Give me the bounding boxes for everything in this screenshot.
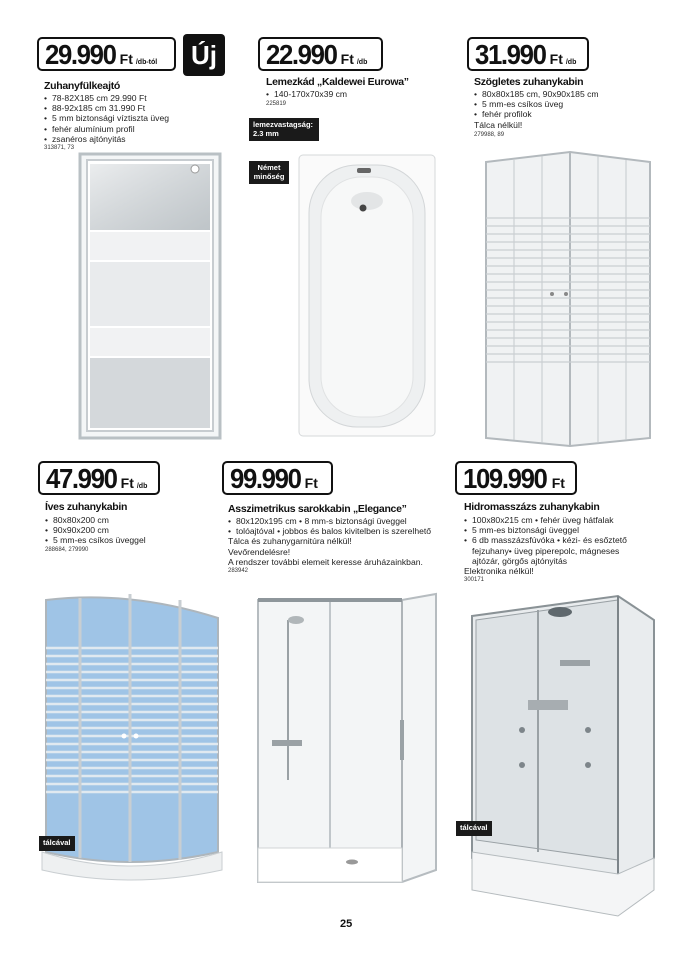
thickness-tag: lemezvastagság: 2.3 mm (249, 118, 319, 141)
tray-tag: tálcával (39, 836, 75, 851)
price-currency: Ft (549, 51, 563, 67)
product-title-door: Zuhanyfülkeajtó (44, 80, 121, 92)
product-code-curved-cabin: 288684, 279990 (45, 547, 89, 553)
price-value: 31.990 (475, 39, 546, 70)
price-currency: Ft (551, 475, 565, 491)
price-unit: /db-tól (135, 59, 158, 66)
product-title-square-cabin: Szögletes zuhanykabin (474, 76, 584, 88)
price-box-hydro-cabin (455, 461, 577, 495)
product-code-corner-cabin: 283942 (228, 568, 249, 574)
shower-door-image (78, 152, 222, 440)
price-value: 22.990 (266, 39, 337, 70)
price-currency: Ft (304, 475, 318, 491)
new-badge: Új (183, 34, 225, 76)
product-code-door: 313871, 73 (44, 145, 75, 151)
product-title-corner-cabin: Asszimetrikus sarokkabin „Elegance” (228, 503, 407, 515)
product-details-door: • 78-82X185 cm 29.990 Ft • 88-92x185 cm 31.990 Ft • 5 mm biztonsági víztiszta üveg • fehér alumínium profil • zsanéros ajtónyitás (44, 93, 169, 144)
product-code-bathtub: 225819 (266, 101, 287, 107)
square-cabin-image (482, 148, 654, 448)
price-box-door (37, 37, 176, 71)
product-title-bathtub: Lemezkád „Kaldewei Eurowa” (266, 76, 409, 88)
tray-tag: tálcával (456, 821, 492, 836)
price-box-curved-cabin (38, 461, 160, 495)
price-value: 29.990 (45, 39, 116, 70)
quality-tag: Német minőség (249, 161, 289, 184)
product-code-square-cabin: 279988, 89 (474, 132, 505, 138)
price-currency: Ft (120, 475, 134, 491)
product-title-hydro-cabin: Hidromasszázs zuhanykabin (464, 501, 600, 513)
price-unit: /db (565, 59, 577, 66)
product-details-curved-cabin: • 80x80x200 cm • 90x90x200 cm • 5 mm-es csíkos üveggel (45, 515, 146, 546)
price-unit: /db (356, 59, 368, 66)
product-details-hydro-cabin: • 100x80x215 cm • fehér üveg hátfalak • 5 mm-es biztonsági üveggel • 6 db masszázsfúvóka • kézi- és esőztető fejzuhany• üveg piperepolc, mágneses ajtózár, görgős ajtónyitás Elektronika nélkül! (464, 515, 644, 576)
price-value: 47.990 (46, 463, 117, 494)
price-box-bathtub (258, 37, 383, 71)
page-number: 25 (340, 918, 353, 930)
price-box-corner-cabin (222, 461, 333, 495)
price-unit: /db (136, 483, 148, 490)
product-code-hydro-cabin: 300171 (464, 577, 485, 583)
product-details-square-cabin: • 80x80x185 cm, 90x90x185 cm • 5 mm-es csíkos üveg • fehér profilok Tálca nélkül! (474, 89, 599, 130)
product-details-corner-cabin: • 80x120x195 cm • 8 mm-s biztonsági üveggel • tolóajtóval • jobbos és balos kivitelben is szerelhető Tálca és zuhanygarnitúra nélkül! Vevőrendelésre! A rendszer további elemeit keresse áruházainkban. (228, 516, 431, 567)
price-box-square-cabin (467, 37, 589, 71)
price-value: 99.990 (230, 463, 301, 494)
price-currency: Ft (119, 51, 133, 67)
bathtub-image (297, 153, 437, 438)
price-value: 109.990 (463, 463, 547, 494)
price-currency: Ft (340, 51, 354, 67)
product-details-bathtub: • 140-170x70x39 cm (266, 89, 347, 99)
product-title-curved-cabin: Íves zuhanykabin (45, 501, 128, 513)
hydro-cabin-image (468, 590, 660, 920)
corner-cabin-image (252, 590, 440, 892)
